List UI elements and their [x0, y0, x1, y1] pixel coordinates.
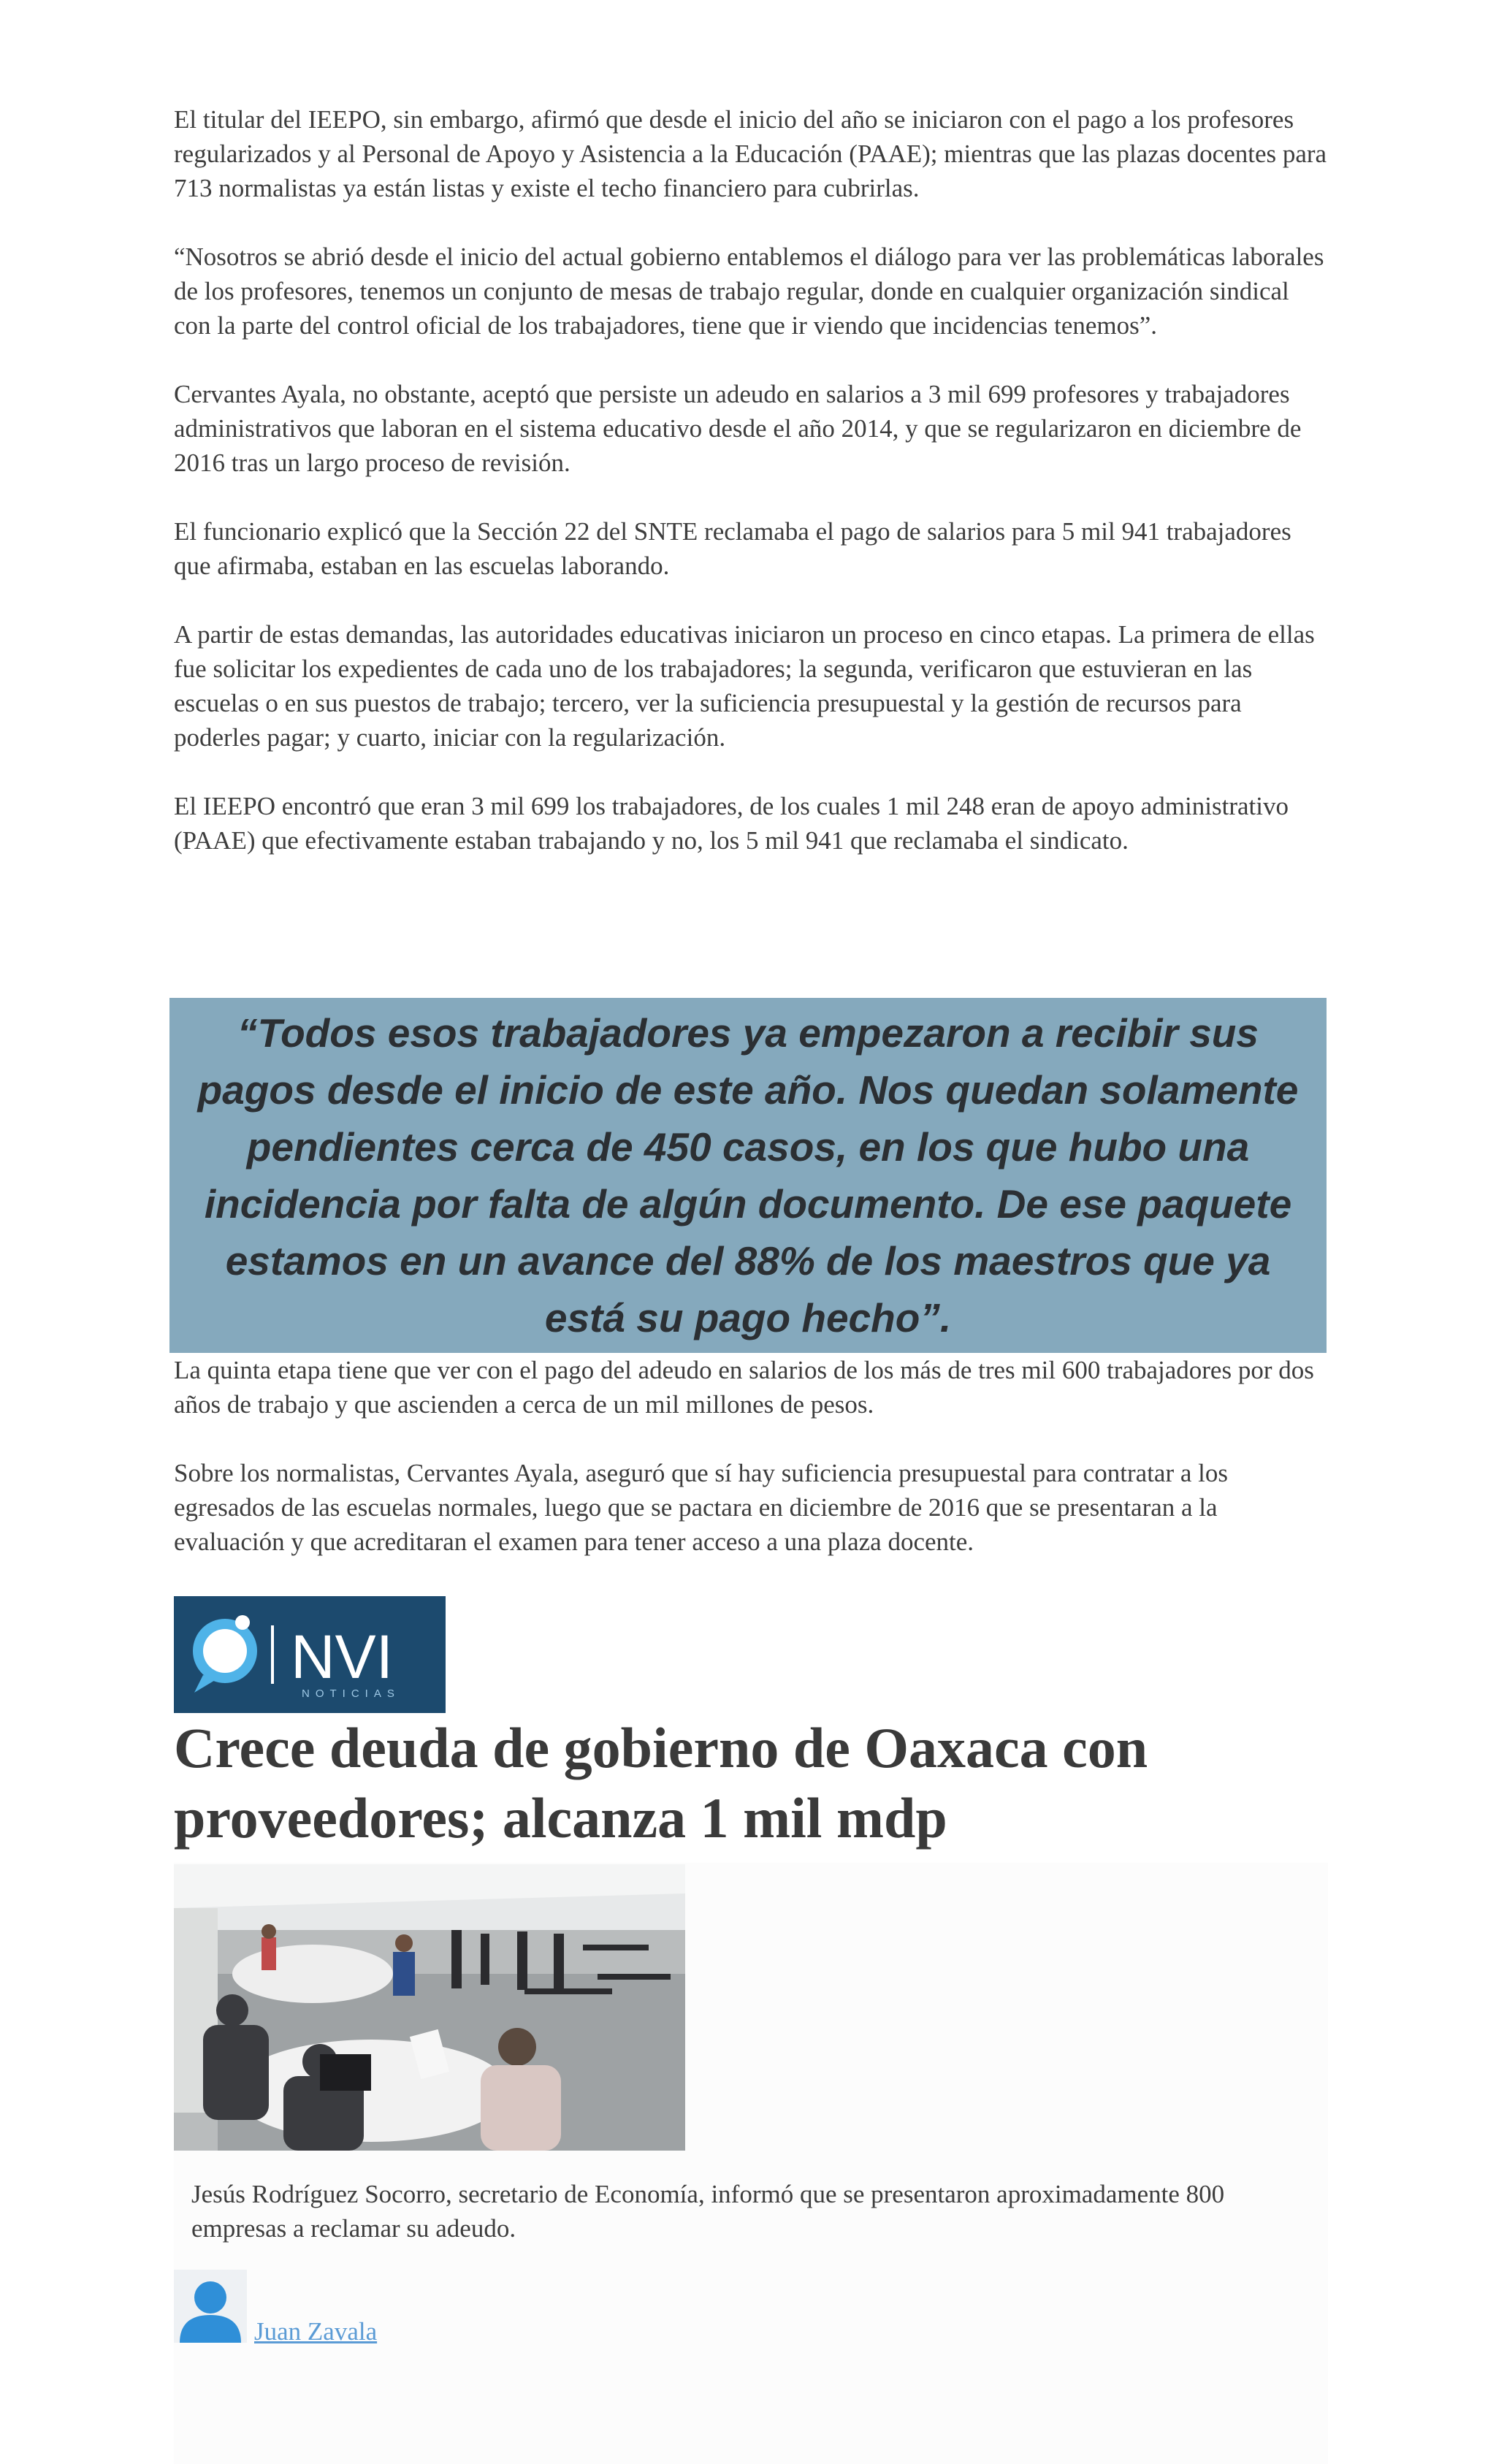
paragraph: “Nosotros se abrió desde el inicio del actual gobierno entablemos el diálogo para ver las problemáticas laborales de los profesores, tenemos un conjunto de mesas de trabajo regular, donde en cualquier organización sindical con la parte del control oficial de los trabajadores, tiene que ir viendo que incidencias tenemos”.	[174, 243, 1324, 340]
article-headline[interactable]: Crece deuda de gobierno de Oaxaca con proveedores; alcanza 1 mil mdp	[174, 1716, 1148, 1850]
pull-quote-text: “Todos esos trabajadores ya empezaron a recibir sus pagos desde el inicio de este año. Nos quedan solamente pendientes cerca de 450 casos, en los que hubo una incidencia por falta de algún documento. De ese paquete estamos en un avance del 88% de los maestros que ya está su pago hecho”.	[197, 1010, 1299, 1340]
nvi-logo	[174, 1596, 446, 1713]
article-body-continued	[174, 1353, 1328, 1593]
author-link[interactable]: Juan Zavala	[254, 2317, 378, 2346]
article-body	[174, 102, 1328, 892]
user-avatar-icon	[174, 2270, 247, 2343]
article-photo	[174, 1864, 685, 2151]
paragraph: El titular del IEEPO, sin embargo, afirmó que desde el inicio del año se iniciaron con el pago a los profesores regularizados y al Personal de Apoyo y Asistencia a la Educación (PAAE); mientras que las plazas docentes para 713 normalistas ya están listas y existe el techo financiero para cubrirlas.	[174, 105, 1327, 202]
pull-quote	[169, 998, 1327, 1353]
paragraph: El funcionario explicó que la Sección 22 del SNTE reclamaba el pago de salarios para 5 mil 941 trabajadores que afirmaba, estaban en las escuelas laborando.	[174, 517, 1291, 580]
paragraph: A partir de estas demandas, las autoridades educativas iniciaron un proceso en cinco etapas. La primera de ellas fue solicitar los expedientes de cada uno de los trabajadores; la segunda, verificaron que estuvieran en las escuelas o en sus puestos de trabajo; tercero, ver la suficiencia presupuestal y la gestión de recursos para poderles pagar; y cuarto, iniciar con la regularización.	[174, 620, 1315, 752]
paragraph: Sobre los normalistas, Cervantes Ayala, aseguró que sí hay suficiencia presupuestal para contratar a los egresados de las escuelas normales, luego que se pactara en diciembre de 2016 que se presentaran a la evaluación y que acreditaran el examen para tener acceso a una plaza docente.	[174, 1459, 1228, 1556]
paragraph: La quinta etapa tiene que ver con el pago del adeudo en salarios de los más de tres mil 600 trabajadores por dos años de trabajo y que ascienden a cerca de un mil millones de pesos.	[174, 1356, 1314, 1419]
photo-meeting-icon	[174, 1864, 685, 2151]
logo-sub-text: NOTICIAS	[302, 1687, 400, 1700]
author-avatar[interactable]	[174, 2270, 247, 2343]
paragraph: El IEEPO encontró que eran 3 mil 699 los trabajadores, de los cuales 1 mil 248 eran de apoyo administrativo (PAAE) que efectivamente estaban trabajando y no, los 5 mil 941 que reclamaba el sindicato.	[174, 792, 1289, 855]
photo-caption: Jesús Rodríguez Socorro, secretario de Economía, informó que se presentaron aproximadamente 800 empresas a reclamar su adeudo.	[191, 2180, 1225, 2243]
nvi-logo-icon	[174, 1596, 446, 1713]
logo-brand-text: NVI	[291, 1622, 394, 1691]
paragraph: Cervantes Ayala, no obstante, aceptó que persiste un adeudo en salarios a 3 mil 699 profesores y trabajadores administrativos que laboran en el sistema educativo desde el año 2014, y que se regularizaron en diciembre de 2016 tras un largo proceso de revisión.	[174, 380, 1302, 477]
